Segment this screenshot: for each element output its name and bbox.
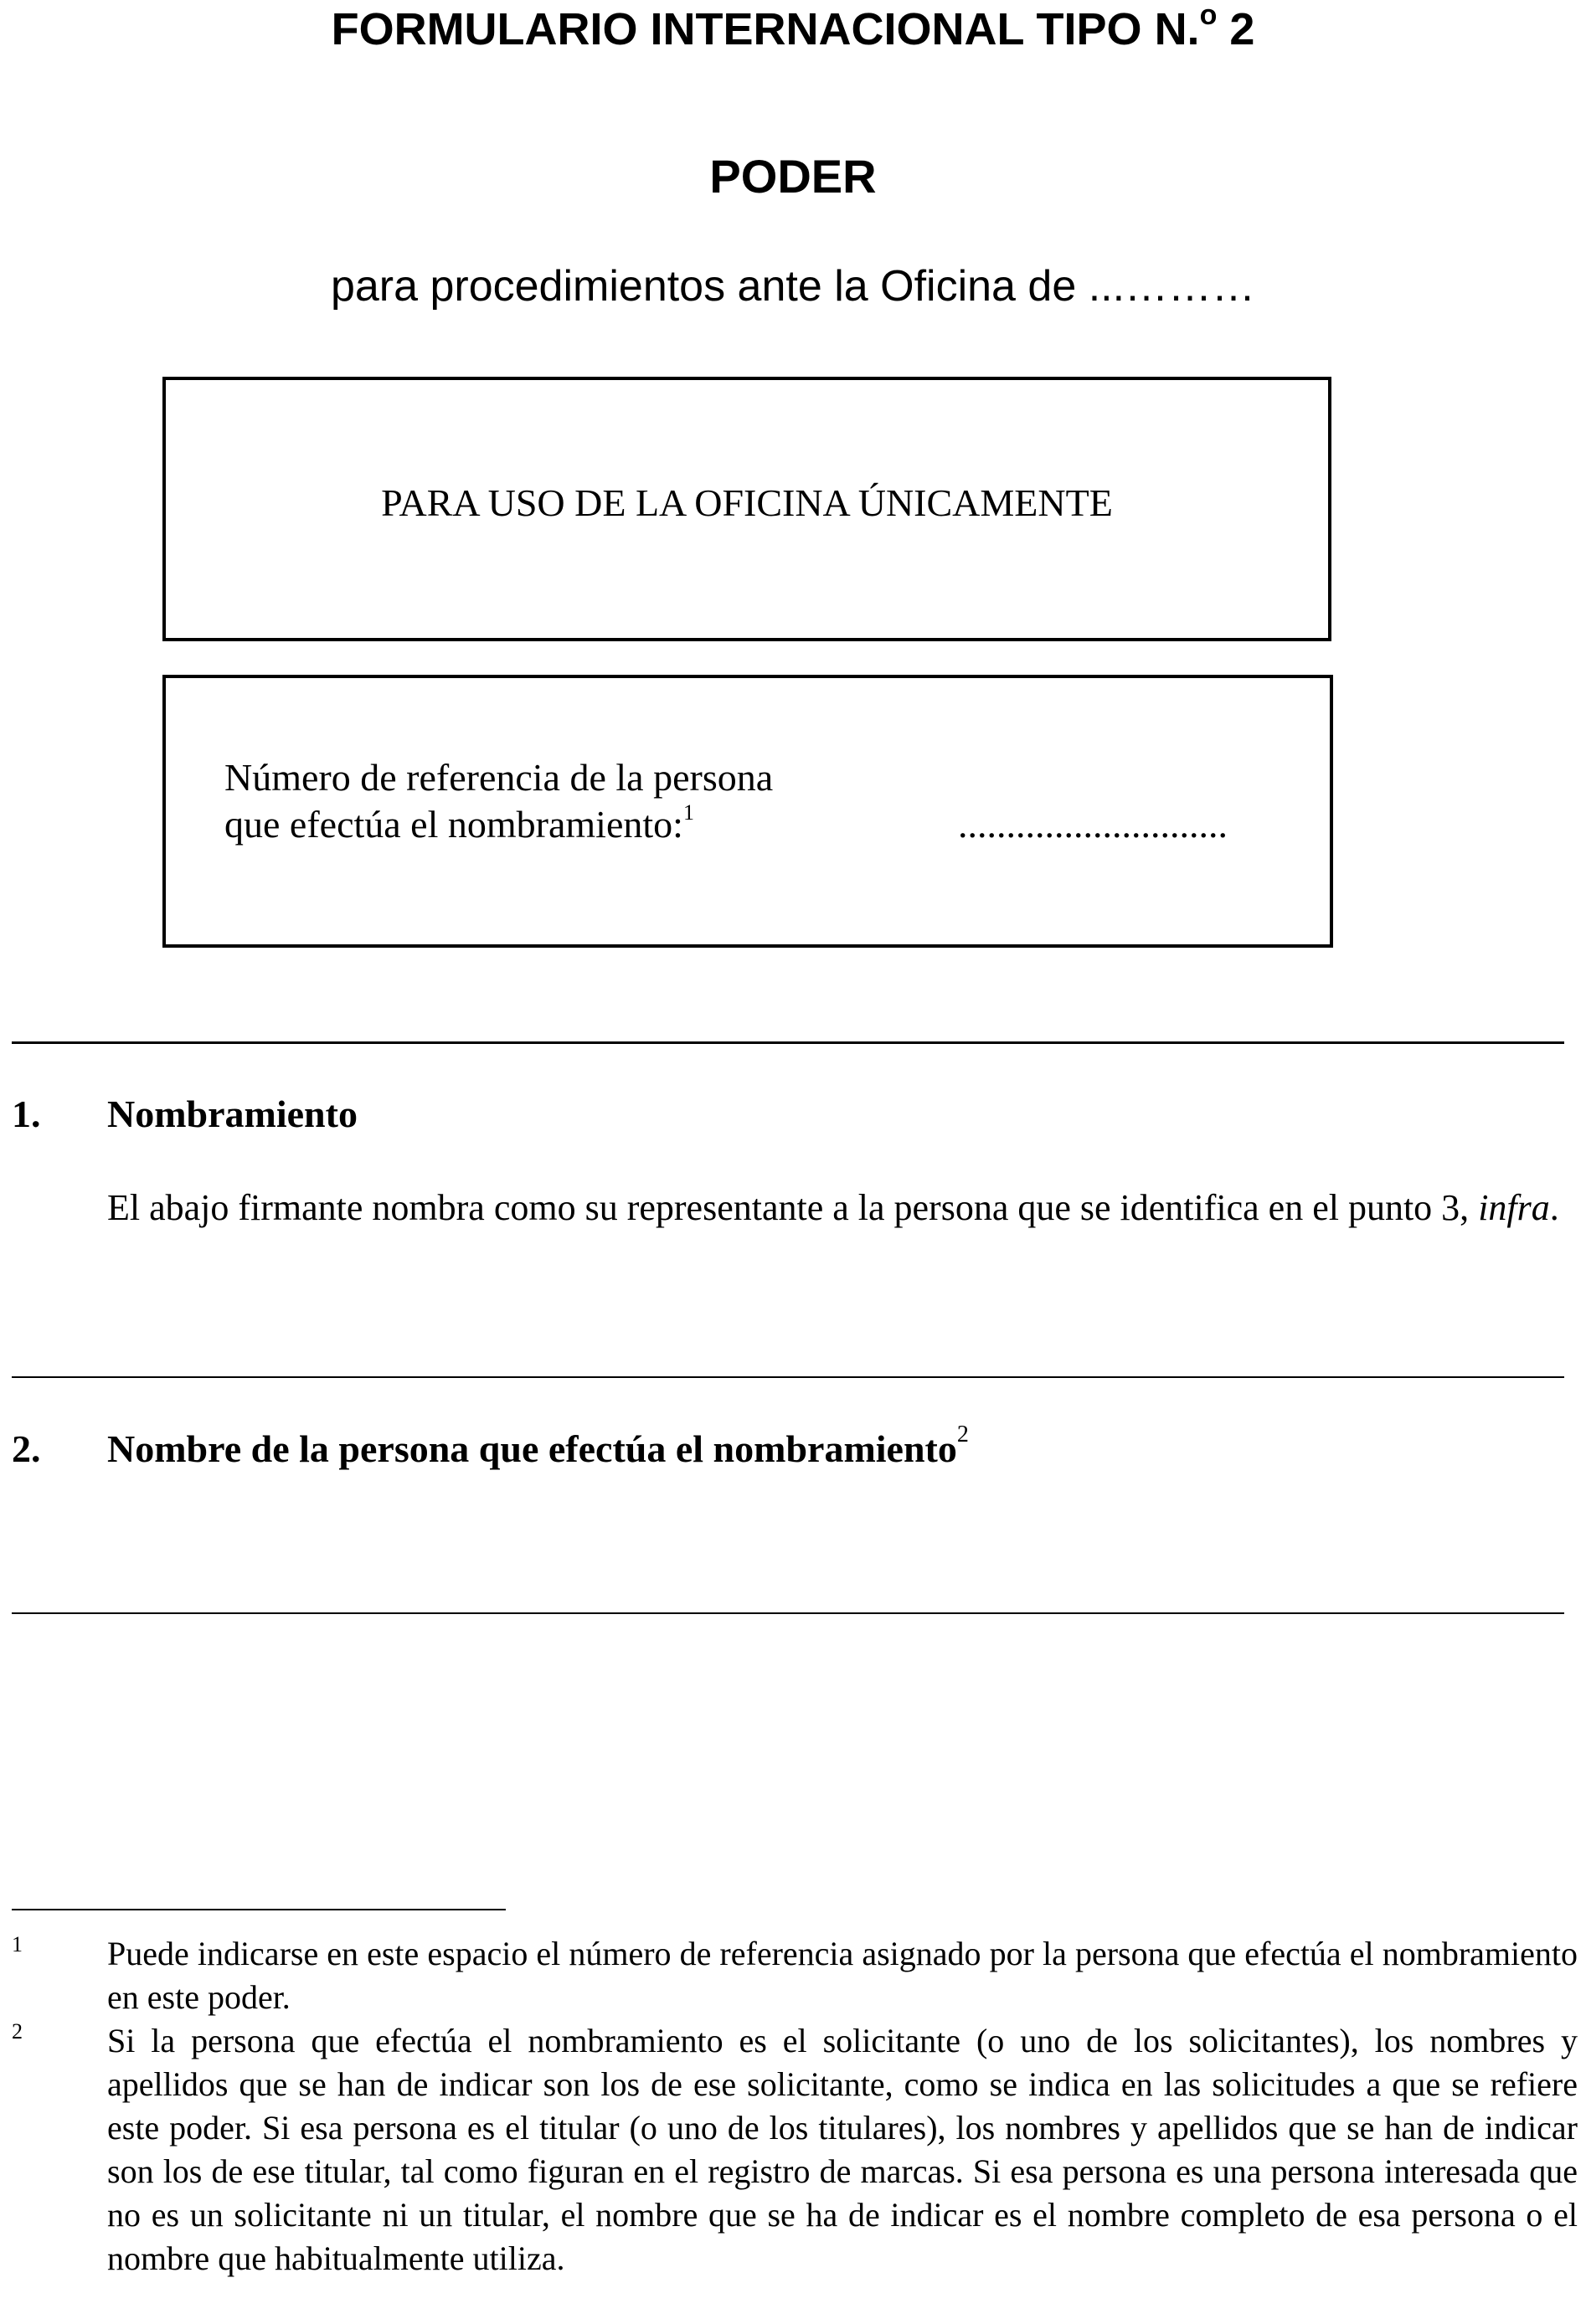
section1-body-text: El abajo firmante nombra como su representante a la persona que se identifica en el punto 3,	[107, 1187, 1479, 1228]
section1-body	[12, 1182, 1578, 1234]
section1-number: 1.	[12, 1093, 41, 1135]
section1-body-italic: infra	[1478, 1187, 1550, 1228]
form-title-superscript: o	[1199, 0, 1218, 32]
section-divider	[12, 1612, 1564, 1614]
reference-label-line2-text: que efectúa el nombramiento:	[224, 803, 683, 846]
form-title	[0, 0, 1586, 55]
section-divider	[12, 1376, 1564, 1378]
reference-number-box	[162, 675, 1333, 948]
footnote-1-text: Puede indicarse en este espacio el número de referencia asignado por la persona que efectúa el nombramiento en este poder.	[107, 1935, 1578, 2016]
form-title-number: 2	[1229, 4, 1255, 54]
document-subtitle: para procedimientos ante la Oficina de ...………	[330, 262, 1256, 311]
section1-body-end: .	[1549, 1187, 1559, 1228]
footnote-2-text: Si la persona que efectúa el nombramiento es el solicitante (o uno de los solicitantes), los nombres y apellidos que se han de indicar son los de ese solicitante, como se indica en las solicitudes a que se refiere este poder. Si esa persona es el titular (o uno de los titulares), los nombres y apellidos que se han de indicar son los de ese titular, tal como figuran en el registro de marcas. Si esa persona es una persona interesada que no es un solicitante ni un titular, el nombre que se ha de indicar es el nombre completo de esa persona o el nombre que habitualmente utiliza.	[107, 2022, 1578, 2277]
section-divider	[12, 1041, 1564, 1044]
footnote-ref-1: 1	[682, 800, 694, 825]
footnote-ref-2: 2	[956, 1422, 969, 1448]
footnote-separator	[12, 1909, 506, 1910]
reference-label-line2	[224, 802, 694, 846]
section1-title: Nombramiento	[107, 1093, 358, 1135]
reference-label-line1: Número de referencia de la persona	[224, 756, 774, 799]
section2-number: 2.	[12, 1427, 41, 1470]
section2-title	[107, 1422, 969, 1471]
office-use-label: PARA USO DE LA OFICINA ÚNICAMENTE	[381, 481, 1113, 524]
office-use-box	[162, 377, 1331, 641]
reference-number-field: ............................	[958, 803, 1228, 846]
document-title: PODER	[709, 150, 877, 203]
form-title-text: FORMULARIO INTERNACIONAL TIPO N.	[331, 4, 1200, 54]
footnote-1-number: 1	[12, 1932, 23, 1956]
footnote-2-number: 2	[12, 2019, 23, 2044]
section2-title-text: Nombre de la persona que efectúa el nombramiento	[107, 1427, 957, 1470]
